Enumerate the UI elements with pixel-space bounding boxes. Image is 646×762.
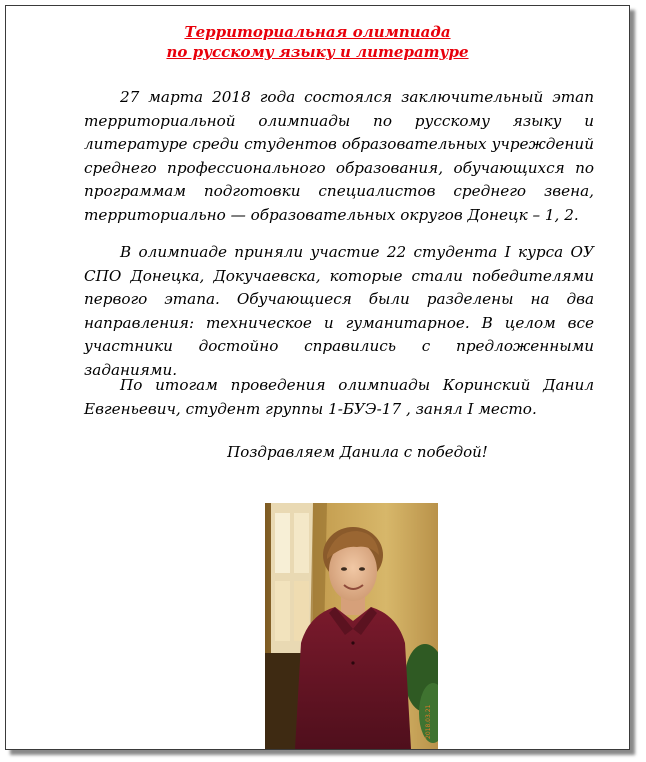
photo-timestamp: 2018.03.21 [425,704,432,739]
title-line-1: Территориальная олимпиада [184,23,451,41]
student-photo [265,503,438,749]
congratulation-text: Поздравляем Данила с победой! [227,443,488,461]
paragraph-1: 27 марта 2018 года состоялся заключительный этап территориальной олимпиады по русскому языку и литературе среди студентов образовательных учреждений среднего профессионального образования, обучающихся по программам подготовки специалистов среднего звена, территориально — образовательных округов Донецк – 1, 2. [84,88,594,224]
paragraph-1-block [84,86,594,228]
student-photo-illustration [265,503,438,749]
title-line-2: по русскому языку и литературе [166,43,469,61]
document-title [6,22,629,62]
document-page [5,5,630,750]
paragraph-2: В олимпиаде приняли участие 22 студента I курса ОУ СПО Донецка, Докучаевска, которые стали победителями первого этапа. Обучающиеся были разделены на два направления: техническое и гуманитарное. В целом все участники достойно справились с предложенными заданиями. [84,243,594,379]
paragraph-3: По итогам проведения олимпиады Коринский Данил Евгеньевич, студент группы 1-БУЭ-17 , занял I место. [84,376,594,418]
paragraph-3-block [84,374,594,421]
paragraph-2-block [84,241,594,383]
